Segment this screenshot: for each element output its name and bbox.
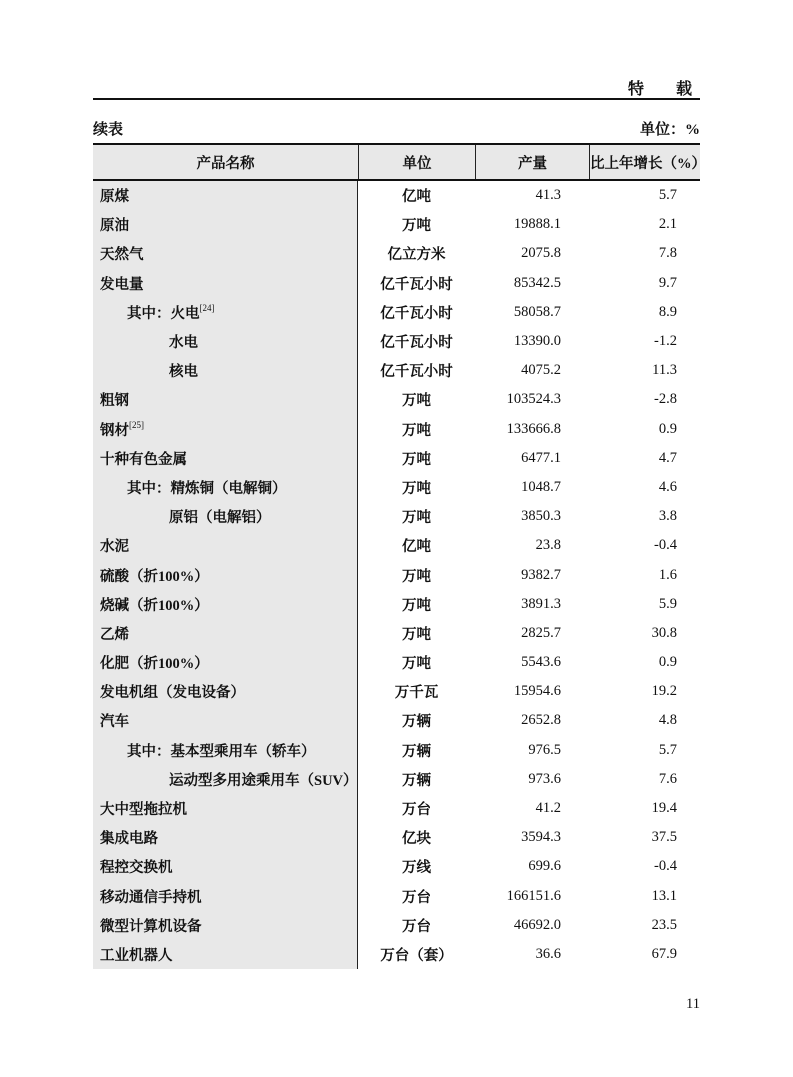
growth-value-cell: 4.8 [658,712,677,729]
industrial-products-table [93,143,706,969]
footnote-reference: [25] [129,419,144,430]
header-rule [93,98,700,100]
column-header-unit: 单位 [358,145,475,179]
table-row [93,823,700,852]
unit-cell: 亿千瓦小时 [380,335,453,352]
growth-value-cell: 30.8 [651,624,677,641]
product-name-cell: 移动通信手持机 [93,882,358,911]
product-name-cell: 原铝（电解铝） [93,502,358,531]
product-name-cell: 化肥（折100%） [93,648,358,677]
table-row [93,648,700,677]
table-row [93,560,700,589]
output-value-cell: 1048.7 [521,478,561,495]
product-name-cell: 水电 [93,327,358,356]
output-value-cell: 103524.3 [506,391,561,408]
growth-value-cell: 1.6 [658,566,677,583]
output-value-cell: 36.6 [535,945,561,962]
unit-cell: 万辆 [402,714,431,731]
unit-cell: 万台 [402,918,431,935]
table-row [93,677,700,706]
unit-cell: 万吨 [402,393,431,410]
unit-cell: 亿千瓦小时 [380,305,453,322]
output-value-cell: 2825.7 [521,624,561,641]
product-name-cell: 运动型多用途乘用车（SUV） [93,765,358,794]
growth-value-cell: 4.7 [658,449,677,466]
output-value-cell: 13390.0 [513,333,561,350]
table-row [93,415,700,444]
table-caption-row [93,118,700,139]
growth-value-cell: 7.8 [658,245,677,262]
output-value-cell: 133666.8 [506,420,561,437]
product-name-cell: 原煤 [93,181,358,210]
output-value-cell: 2652.8 [521,712,561,729]
output-value-cell: 5543.6 [521,654,561,671]
footnote-reference: [24] [199,302,215,313]
product-name-cell: 集成电路 [93,823,358,852]
table-row [93,327,700,356]
output-value-cell: 9382.7 [521,566,561,583]
table-row [93,940,700,969]
output-value-cell: 3594.3 [521,829,561,846]
product-name-cell: 烧碱（折100%） [93,590,358,619]
table-row [93,765,700,794]
unit-cell: 万线 [402,860,431,877]
unit-cell: 万台 [402,889,431,906]
column-header-growth: 比上年增长（%） [589,145,700,179]
output-value-cell: 699.6 [528,858,561,875]
output-value-cell: 3850.3 [521,508,561,525]
table-row [93,531,700,560]
product-name-cell: 大中型拖拉机 [93,794,358,823]
output-value-cell: 85342.5 [513,274,561,291]
growth-value-cell: 11.3 [652,362,677,379]
growth-value-cell: 13.1 [651,887,677,904]
column-header-product-name: 产品名称 [196,155,255,172]
running-head: 特 载 [627,81,700,98]
product-name-cell: 天然气 [93,239,358,268]
output-value-cell: 58058.7 [513,303,561,320]
unit-cell: 亿千瓦小时 [380,364,453,381]
table-row [93,356,700,385]
column-header-output: 产量 [475,145,589,179]
continuation-note: 续表 [93,122,124,138]
table-row [93,619,700,648]
growth-value-cell: 23.5 [651,916,677,933]
output-value-cell: 41.3 [535,187,561,204]
table-row [93,210,700,239]
growth-value-cell: 3.8 [658,508,677,525]
table-row [93,590,700,619]
growth-value-cell: 8.9 [658,303,677,320]
output-value-cell: 46692.0 [513,916,561,933]
unit-cell: 万吨 [402,626,431,643]
product-name-cell: 原油 [93,210,358,239]
unit-cell: 亿千瓦小时 [380,276,453,293]
growth-value-cell: 7.6 [658,770,677,787]
output-value-cell: 19888.1 [513,216,561,233]
product-name-cell: 发电机组（发电设备） [93,677,358,706]
unit-cell: 亿块 [402,831,431,848]
unit-cell: 万吨 [402,597,431,614]
unit-cell: 亿吨 [402,189,431,206]
product-name-cell: 其中：火电 [24] [93,298,358,327]
growth-value-cell: 4.6 [658,478,677,495]
table-row [93,181,700,210]
output-value-cell: 3891.3 [521,595,561,612]
table-row [93,736,700,765]
output-value-cell: 2075.8 [521,245,561,262]
output-value-cell: 973.6 [528,770,561,787]
product-name-cell: 发电量 [93,269,358,298]
growth-value-cell: 5.7 [658,741,677,758]
product-name-cell: 其中：基本型乘用车（轿车） [93,736,358,765]
unit-cell: 万吨 [402,656,431,673]
unit-cell: 万吨 [402,422,431,439]
growth-value-cell: 0.9 [658,420,677,437]
output-value-cell: 15954.6 [513,683,561,700]
product-name-cell: 汽车 [93,706,358,735]
output-value-cell: 6477.1 [521,449,561,466]
unit-cell: 万辆 [402,743,431,760]
output-value-cell: 4075.2 [521,362,561,379]
table-row [93,385,700,414]
output-value-cell: 41.2 [535,800,561,817]
growth-value-cell: 37.5 [651,829,677,846]
growth-value-cell: 5.9 [658,595,677,612]
growth-value-cell: -0.4 [654,537,677,554]
product-name-cell: 粗钢 [93,385,358,414]
table-row [93,473,700,502]
output-value-cell: 166151.6 [506,887,561,904]
table-row [93,502,700,531]
unit-cell: 万吨 [402,568,431,585]
unit-cell: 万辆 [402,772,431,789]
product-name-cell: 水泥 [93,531,358,560]
product-name-cell: 程控交换机 [93,852,358,881]
product-name-cell: 十种有色金属 [93,444,358,473]
unit-cell: 万吨 [402,480,431,497]
growth-value-cell: 67.9 [651,945,677,962]
table-row [93,298,700,327]
product-name-cell: 硫酸（折100%） [93,560,358,589]
table-row [93,444,700,473]
unit-cell: 亿立方米 [387,247,446,264]
table-row [93,269,700,298]
table-row [93,239,700,268]
table-row [93,794,700,823]
growth-value-cell: 19.4 [651,800,677,817]
product-name-cell: 工业机器人 [93,940,358,969]
growth-value-cell: -0.4 [654,858,677,875]
output-value-cell: 23.8 [535,537,561,554]
growth-value-cell: 19.2 [651,683,677,700]
unit-cell: 万吨 [402,510,431,527]
growth-value-cell: 2.1 [658,216,677,233]
product-name-cell: 微型计算机设备 [93,911,358,940]
unit-note: 单位：% [639,122,700,138]
product-name-cell: 钢材 [25] [93,415,358,444]
growth-value-cell: -1.2 [654,333,677,350]
product-name-cell: 乙烯 [93,619,358,648]
unit-cell: 亿吨 [402,539,431,556]
unit-cell: 万台（套） [380,947,453,964]
page-number: 11 [686,996,700,1012]
product-name-cell: 核电 [93,356,358,385]
table-row [93,852,700,881]
growth-value-cell: 9.7 [658,274,677,291]
growth-value-cell: 5.7 [658,187,677,204]
unit-cell: 万台 [402,802,431,819]
table-header-row [93,143,706,181]
growth-value-cell: 0.9 [658,654,677,671]
output-value-cell: 976.5 [528,741,561,758]
product-name-cell: 其中：精炼铜（电解铜） [93,473,358,502]
unit-cell: 万吨 [402,451,431,468]
table-body [93,181,700,969]
unit-cell: 万吨 [402,218,431,235]
unit-cell: 万千瓦 [394,685,439,702]
growth-value-cell: -2.8 [654,391,677,408]
table-row [93,911,700,940]
table-row [93,882,700,911]
table-row [93,706,700,735]
